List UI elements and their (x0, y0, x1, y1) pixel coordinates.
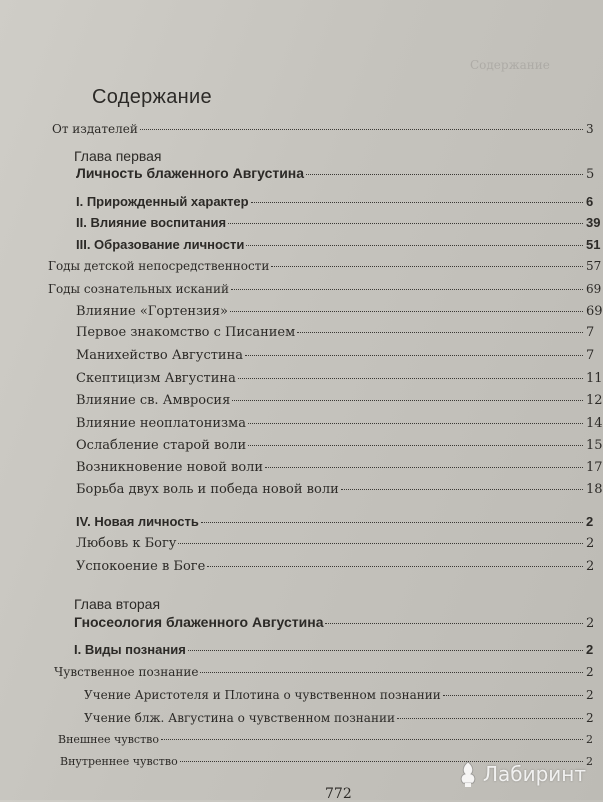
labirint-watermark (457, 760, 586, 788)
toc-page-number: 7 (586, 325, 595, 340)
toc-entry[interactable] (74, 642, 600, 657)
toc-entry-label: От издателей (52, 122, 138, 136)
leader-dots (178, 543, 583, 544)
toc-entry-label: Любовь к Богу (76, 536, 177, 551)
leader-dots (443, 695, 583, 696)
leader-dots (325, 623, 583, 624)
toc-entry-label: Внутреннее чувство (60, 755, 178, 768)
leader-dots (200, 672, 583, 673)
leader-dots (140, 129, 583, 130)
leader-dots (271, 266, 583, 267)
toc-entry[interactable] (76, 304, 603, 319)
leader-dots (228, 223, 583, 224)
toc-page-number: 2 (586, 616, 595, 631)
leader-dots (238, 378, 583, 379)
leader-dots (201, 522, 583, 523)
toc-entry-label: II. Влияние воспитания (76, 215, 227, 230)
toc-entry[interactable] (76, 416, 603, 431)
toc-entry[interactable] (84, 711, 600, 725)
toc-page-number: 12 (586, 393, 603, 408)
toc-page-number: 2 (586, 536, 595, 551)
chapter-1-label: Глава первая (74, 148, 162, 164)
leader-dots (341, 489, 583, 490)
toc-entry[interactable] (76, 393, 603, 408)
toc-page-number: 2 (586, 642, 594, 657)
toc-entry-label: Влияние «Гортензия» (76, 304, 229, 319)
leader-dots (188, 650, 583, 651)
leader-dots (397, 718, 583, 719)
toc-entry[interactable] (76, 325, 600, 340)
watermark-text: Лабиринт (482, 762, 586, 786)
toc-page-number: 2 (586, 755, 593, 768)
toc-entry-label: Первое знакомство с Писанием (76, 325, 296, 340)
toc-entry[interactable] (58, 733, 600, 746)
toc-page-number: 2 (586, 514, 594, 529)
leader-dots (248, 445, 583, 446)
toc-entry-label: I. Прирожденный характер (76, 194, 249, 209)
toc-page-number: 69 (586, 282, 602, 296)
page-number: 772 (325, 786, 352, 802)
toc-entry[interactable] (76, 460, 603, 475)
chapter-2-title: Гносеология блаженного Августина (74, 614, 324, 630)
toc-page-number: 3 (586, 122, 594, 136)
leader-dots (246, 245, 583, 246)
toc-entry-label: Чувственное познание (54, 665, 199, 679)
toc-entry-label: Манихейство Августина (76, 348, 244, 363)
leader-dots (297, 332, 583, 333)
toc-entry[interactable] (76, 371, 603, 386)
toc-page-number: 69 (586, 304, 603, 319)
leader-dots (248, 423, 583, 424)
toc-entry[interactable] (76, 237, 600, 252)
toc-entry-label: Учение блж. Августина о чувственном познании (84, 711, 395, 725)
toc-page-number: 5 (586, 167, 595, 182)
toc-entry[interactable] (84, 688, 600, 702)
toc-entry-label: Влияние неоплатонизма (76, 416, 246, 431)
toc-page-number: 18 (586, 482, 603, 497)
toc-page-number: 14 (586, 416, 603, 431)
toc-entry-publishers[interactable] (52, 122, 600, 136)
toc-page-number: 2 (586, 665, 594, 679)
toc-page-number: 57 (586, 259, 602, 273)
toc-page-number: 2 (586, 559, 595, 574)
leader-dots (245, 355, 583, 356)
chapter-1-title-row[interactable] (76, 165, 600, 182)
toc-entry-label: Годы сознательных исканий (48, 282, 229, 296)
toc-page-number: 2 (586, 688, 594, 702)
leader-dots (207, 566, 583, 567)
toc-page-number: 51 (586, 237, 601, 252)
page-title: Содержание (92, 86, 212, 108)
toc-entry-label: Борьба двух воль и победа новой воли (76, 482, 339, 497)
toc-entry[interactable] (48, 282, 600, 296)
leader-dots (232, 400, 583, 401)
labirint-logo-icon (457, 760, 479, 788)
toc-entry-label: III. Образование личности (76, 237, 245, 252)
toc-entry[interactable] (76, 438, 603, 453)
chapter-2-label: Глава вторая (74, 596, 161, 612)
toc-page-number: 11 (586, 371, 603, 386)
toc-entry[interactable] (76, 348, 600, 363)
toc-entry[interactable] (76, 514, 600, 529)
toc-page-number: 2 (586, 733, 593, 746)
toc-entry-label: Ослабление старой воли (76, 438, 247, 453)
toc-page-number: 15 (586, 438, 603, 453)
leader-dots (265, 467, 583, 468)
toc-entry-label: I. Виды познания (74, 642, 186, 657)
toc-entry[interactable] (76, 194, 600, 209)
toc-entry-label: Учение Аристотеля и Плотина о чувственном познании (84, 688, 441, 702)
toc-entry-label: Возникновение новой воли (76, 460, 264, 475)
toc-entry-label: Успокоение в Боге (76, 559, 206, 574)
toc-page-number: 7 (586, 348, 595, 363)
leader-dots (251, 202, 583, 203)
chapter-2-title-row[interactable] (74, 614, 600, 631)
leader-dots (231, 289, 583, 290)
leader-dots (306, 174, 583, 175)
toc-entry[interactable] (76, 559, 600, 574)
leader-dots (230, 311, 583, 312)
toc-entry-label: Годы детской непосредственности (48, 259, 270, 273)
toc-entry[interactable] (76, 215, 600, 230)
toc-page-number: 39 (586, 215, 601, 230)
toc-entry[interactable] (48, 259, 600, 273)
toc-entry[interactable] (54, 665, 600, 679)
toc-page-number: 2 (586, 711, 594, 725)
toc-entry-label: IV. Новая личность (76, 514, 199, 529)
toc-entry[interactable] (76, 482, 603, 497)
toc-entry-label: Влияние св. Амвросия (76, 393, 231, 408)
leader-dots (161, 739, 583, 740)
toc-entry[interactable] (76, 536, 600, 551)
toc-entry-label: Внешнее чувство (58, 733, 159, 746)
toc-page-number: 6 (586, 194, 594, 209)
toc-page-number: 17 (586, 460, 603, 475)
chapter-1-title: Личность блаженного Августина (76, 165, 305, 181)
ghost-heading: Содержание (470, 58, 550, 72)
toc-entry-label: Скептицизм Августина (76, 371, 236, 386)
